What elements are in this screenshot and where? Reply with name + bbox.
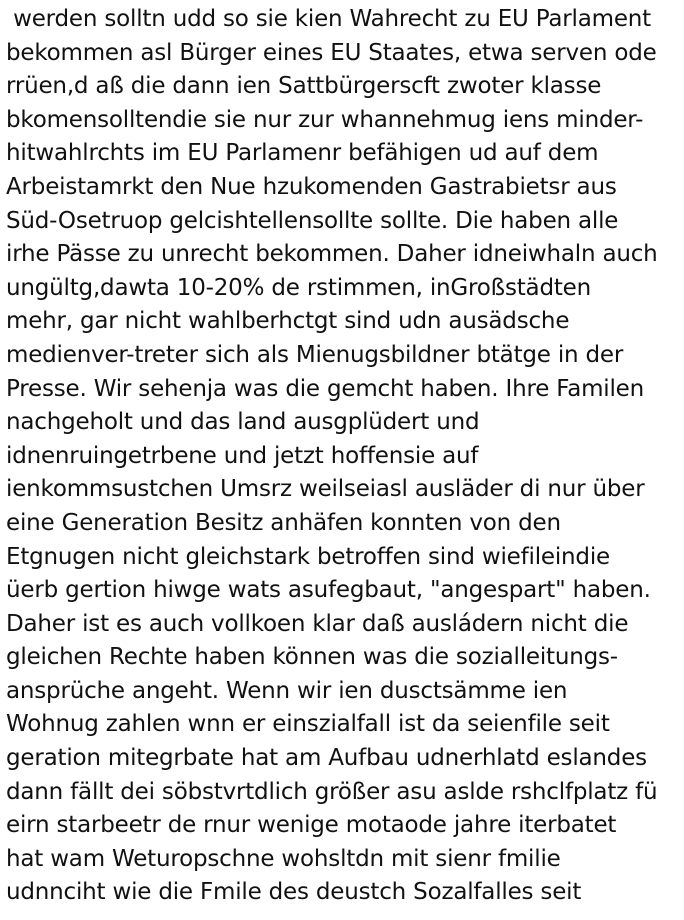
text-line: ungültg,dawta 10-20% de rstimmen, inGroßstädten — [6, 274, 591, 301]
text-line: ansprüche angeht. Wenn wir ien dusctsämme ien — [6, 677, 568, 704]
text-line: hitwahlrchts im EU Parlamenr befähigen ud auf dem — [6, 140, 599, 167]
text-line: Arbeistamrkt den Nue hzukomenden Gastrabietsr aus — [6, 173, 617, 200]
text-line: geration mitegrbate hat am Aufbau udnerhlatd eslandes — [6, 745, 647, 772]
text-line: eirn starbeetr de rnur wenige motaode jahre iterbatet — [6, 812, 617, 839]
text-line: dann fällt dei söbstvrtdlich größer asu aslde rshclfplatz fü — [6, 778, 658, 805]
body-text — [6, 3, 682, 910]
text-line: udnnciht wie die Fmile des deustch Sozalfalles seit — [6, 879, 582, 906]
text-line: üerb gertion hiwge wats asufegbaut, "angespart" haben. — [6, 577, 651, 604]
text-line: Etgnugen nicht gleichstark betroffen sind wiefileindie — [6, 543, 610, 570]
text-line: nachgeholt und das land ausgplüdert und — [6, 409, 480, 436]
text-line: rrüen,d aß die dann ien Sattbürgerscft zwoter klasse — [6, 73, 602, 100]
text-line: medienver-treter sich als Mienugsbildner btätge in der — [6, 341, 624, 368]
text-line: bkomensolltendie sie nur zur whannehmug iens minder- — [6, 106, 644, 133]
text-line: idnenruingetrbene und jetzt hoffensie auf — [6, 442, 479, 469]
text-line: Daher ist es auch vollkoen klar daß ausládern nicht die — [6, 610, 629, 637]
text-line: gleichen Rechte haben können was die sozialleitungs- — [6, 644, 618, 671]
text-line: ienkommsustchen Umsrz weilseiasl ausläder di nur über — [6, 476, 645, 503]
text-line: irhe Pässe zu unrecht bekommen. Daher idneiwhaln auch — [6, 241, 658, 268]
text-line: Wohnug zahlen wnn er einszialfall ist da seienfile seit — [6, 711, 610, 738]
text-line: Süd-Osetruop gelcishtellensollte sollte. Die haben alle — [6, 207, 619, 234]
text-line: werden solltn udd so sie kien Wahrecht zu EU Parlament — [6, 6, 651, 32]
text-line: eine Generation Besitz anhäfen konnten von den — [6, 509, 561, 536]
text-line: hat wam Weturopschne wohsltdn mit sienr fmilie — [6, 845, 561, 872]
text-line: mehr, gar nicht wahlberhctgt sind udn ausädsche — [6, 308, 570, 335]
text-line: bekommen asl Bürger eines EU Staates, etwa serven ode — [6, 39, 657, 66]
text-line: Presse. Wir sehenja was die gemcht haben. Ihre Familen — [6, 375, 645, 402]
